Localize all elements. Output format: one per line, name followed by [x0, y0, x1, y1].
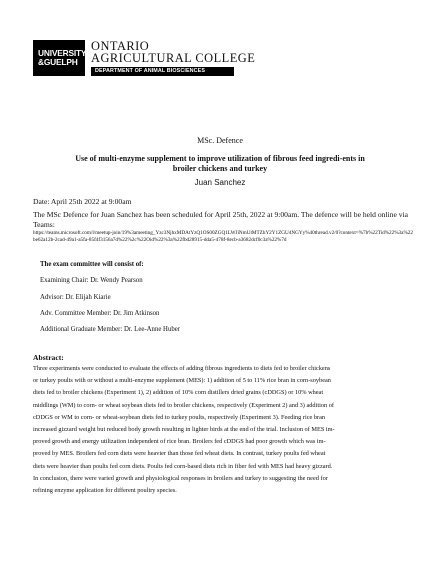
- abstract-line: proved growth and energy utilization independent of rice bran. Broilers fed cDDGS had poor growth which was im-: [33, 438, 326, 446]
- abstract-line: cDDGS or WM to corn- or wheat-soybean diets fed to turkey poults, respectively (Experiment 3). Feeding rice bran: [33, 413, 326, 421]
- college-line-1: ONTARIO: [91, 39, 150, 53]
- author-name: Juan Sanchez: [194, 178, 246, 187]
- university-logo: [33, 40, 85, 76]
- abstract-line: refining enzyme application for different poultry species.: [33, 487, 177, 495]
- abstract-line: Three experiments were conducted to evaluate the effects of adding fibrous ingredients to diets fed to broiler chickens: [33, 365, 331, 372]
- abstract-line: middlings (WM) to corn- or wheat soybean diets fed to broiler chickens, respectively (Experiment 2) and 3) addition of: [33, 401, 334, 409]
- committee-member: Advisor: Dr. Elijah Kiarie: [40, 294, 111, 301]
- intro-text: The MSc Defence for Juan Sanchez has been scheduled for April 25th, 2022 at 9:00am. The defence will be held online via Teams:: [33, 210, 408, 229]
- abstract-line: diets fed to broiler chickens (Experiment 1), 2) addition of 10% corn distillers dried grains (cDDGS) or 10% wheat: [33, 389, 324, 397]
- abstract-line: diets were heavier than poults fed corn diets. Poults fed corn-based diets rich in fiber fed with MES had heavy gizzard.: [33, 462, 333, 470]
- abstract-line: proved by MES. Broilers fed corn diets were heavier than those fed wheat diets. In contrast, turkey poults fed wheat: [33, 450, 326, 458]
- abstract-body: [33, 363, 415, 497]
- abstract-line: or turkey poults with or without a multi-enzyme supplement (MES): 1) addition of 5 to 11% rice bran in corn-soybean: [33, 377, 331, 385]
- date-line: Date: April 25th 2022 at 9:00am: [33, 197, 132, 206]
- committee-member: Additional Graduate Member: Dr. Lee-Anne Huber: [40, 326, 181, 333]
- department-bar: DEPARTMENT OF ANIMAL BIOSCIENCES: [91, 67, 234, 76]
- college-line-2: AGRICULTURAL COLLEGE: [91, 51, 256, 65]
- committee-member: Adv. Committee Member: Dr. Jim Atkinson: [40, 310, 160, 317]
- thesis-title: Use of multi-enzyme supplement to improve utilization of fibrous feed ingredi-ents in broiler chickens and turkey: [75, 154, 365, 173]
- defence-heading: MSc. Defence: [197, 136, 243, 145]
- logo-line-2: &GUELPH: [38, 57, 78, 67]
- logo-line-1: UNIVERSITY: [38, 48, 87, 58]
- abstract-line: In conclusion, there were varied growth and physiological responses in broilers and turkey to suggesting the need for: [33, 474, 328, 482]
- abstract-heading: Abstract:: [33, 353, 64, 362]
- teams-link[interactable]: https://teams.microsoft.com/l/meetup-join/19%3ameeting_Yzc3NjhxMDAtYzQ1OS00ZGQ1LWJiNmUtMTZhY2Y1ZGU4NGYy%40thread.v2/0?context=%7b%22Tid%22%3a%22be62a12b-2cad-49a1-a5fa-85f4f3156a7d%22%2c%22Oid%22%3a%22fbd28915-dda5-478f-8ecb-a3682dcf0c3a%22%7d: [33, 230, 413, 243]
- college-name: [91, 40, 281, 76]
- header: [33, 40, 281, 76]
- committee-member: Examining Chair: Dr. Wendy Pearson: [40, 277, 143, 284]
- abstract-line: increased gizzard weight but reduced body growth resulting in lighter birds at the end of the trial. Inclusion of MES im-: [33, 426, 335, 434]
- committee-heading: The exam committee will consist of:: [40, 261, 144, 268]
